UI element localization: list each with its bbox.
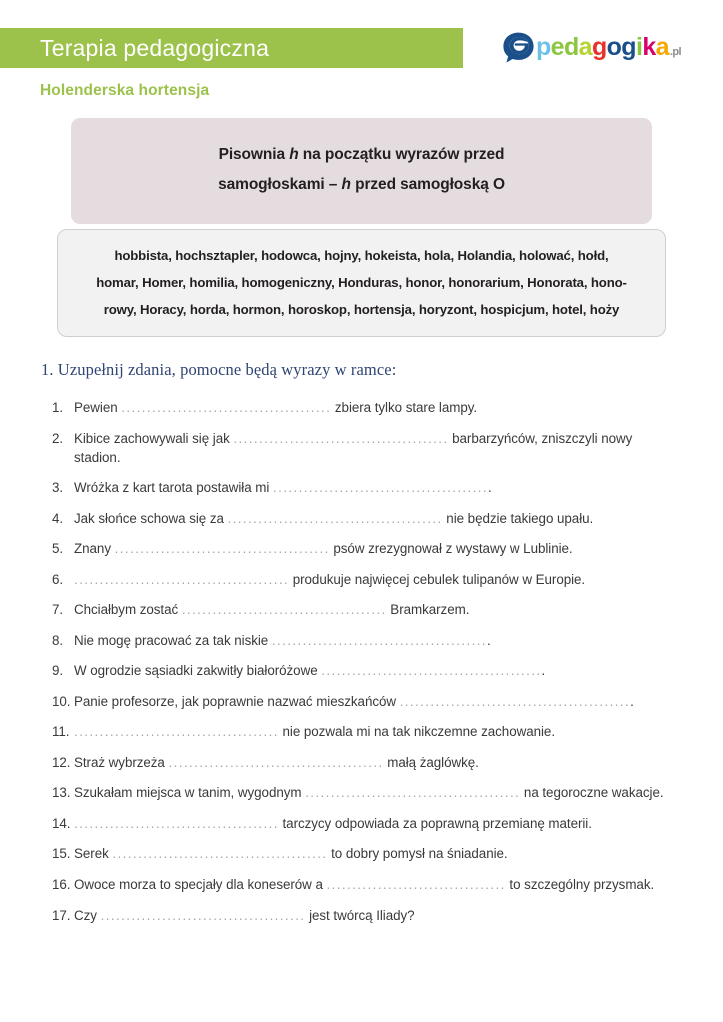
exercise-number: 5. — [52, 541, 64, 557]
exercise-text-before: Pewien — [74, 400, 122, 415]
exercise-text-before: Straż wybrzeża — [74, 754, 169, 770]
exercise-text-after: zbiera tylko stare lampy. — [331, 400, 478, 415]
exercise-sentence — [74, 844, 674, 863]
exercise-blank[interactable]: ........................................... — [321, 663, 542, 679]
exercise-text-after: nie będzie takiego upału. — [442, 510, 594, 526]
exercise-text-before: Szukałam miejsca w tanim, wygodnym — [74, 785, 306, 801]
exercise-sentence — [74, 875, 674, 894]
exercise-blank[interactable]: ........................................ — [100, 907, 306, 923]
exercise-number: 6. — [52, 571, 64, 587]
exercise-number: 10. — [52, 693, 71, 709]
logo-letter-g2: g — [621, 32, 636, 61]
exercise-text-after: to dobry pomysł na śniadanie. — [327, 846, 508, 862]
exercise-blank[interactable]: .......................................... — [272, 480, 489, 496]
exercise-number: 8. — [52, 632, 64, 648]
exercise-sentence — [74, 429, 674, 467]
exercise-blank[interactable]: ........................................ — [181, 602, 387, 618]
exercise-number: 12. — [52, 754, 71, 770]
exercise-item — [52, 509, 674, 528]
word-bank-line: rowy, Horacy, horda, hormon, horoskop, hortensja, horyzont, hospicjum, hotel, hoży — [103, 302, 620, 318]
exercise-number: 1. — [52, 400, 64, 415]
logo-letter-a: a — [578, 32, 592, 61]
rule-line-2-after: przed samogłoską O — [350, 176, 505, 194]
exercise-number: 17. — [52, 907, 71, 923]
logo-letter-e: e — [550, 32, 564, 61]
exercise-sentence — [74, 692, 674, 711]
logo-wordmark — [535, 32, 681, 61]
logo-letter-d: d — [563, 32, 579, 61]
logo-letter-k: k — [642, 32, 656, 61]
exercise-item — [52, 661, 674, 680]
logo-letter-p: p — [535, 32, 551, 61]
exercise-sentence — [74, 478, 674, 497]
exercise-number: 9. — [52, 663, 64, 679]
exercise-blank[interactable]: .......................................... — [114, 541, 330, 557]
exercise-text-after: . — [488, 480, 492, 496]
logo-letter-g: g — [591, 32, 607, 61]
exercise-text-before: Panie profesorze, jak poprawnie nazwać mieszkańców — [74, 693, 400, 709]
exercise-text-after: . — [541, 663, 546, 679]
exercise-blank[interactable]: ............................................. — [399, 693, 631, 709]
exercise-sentence — [74, 722, 674, 741]
exercise-item — [52, 429, 674, 467]
exercise-sentence — [74, 661, 674, 680]
rule-line-1-after: na początku wyrazów przed — [298, 146, 505, 163]
rule-line-1-italic-h: h — [289, 146, 299, 163]
header-title-bar — [0, 28, 463, 68]
exercise-item — [52, 753, 674, 772]
exercise-text-after: . — [486, 632, 491, 648]
logo-tld: .pl — [669, 45, 681, 58]
exercise-blank[interactable]: .......................................... — [74, 571, 290, 587]
exercise-text-before: Wróżka z kart tarota postawiła mi — [74, 480, 273, 496]
rule-line-1-before: Pisownia — [218, 146, 290, 163]
page-title: Terapia pedagogiczna — [40, 34, 270, 61]
exercise-text-before: Czy — [74, 907, 101, 923]
exercise-sentence — [74, 631, 674, 650]
page-header — [0, 0, 723, 112]
exercise-text-after: jest twórcą Iliady? — [305, 907, 415, 923]
exercise-item — [52, 478, 674, 497]
exercise-sentence — [74, 753, 674, 772]
exercise-text-before: Owoce morza to specjały dla koneserów a — [74, 877, 327, 892]
exercise-text-before: Jak słońce schowa się za — [74, 510, 228, 526]
exercise-blank[interactable]: ......................................... — [121, 400, 332, 415]
task-heading: 1. Uzupełnij zdania, pomocne będą wyrazy w ramce: — [41, 360, 397, 379]
exercise-sentence — [74, 539, 674, 558]
rule-line-1 — [101, 140, 622, 170]
exercise-number: 14. — [52, 815, 71, 831]
exercise-sentence — [74, 783, 674, 802]
exercise-text-after: na tegoroczne wakacje. — [520, 785, 664, 801]
exercise-item — [52, 722, 674, 741]
exercise-item — [52, 570, 674, 589]
epedagogika-logo[interactable] — [502, 30, 681, 64]
exercise-sentence — [74, 509, 674, 528]
exercise-text-before: Nie mogę pracować za tak niskie — [74, 632, 272, 648]
exercise-text-after: tarczycy odpowiada za poprawną przemianę materii. — [278, 815, 592, 831]
exercise-blank[interactable]: .......................................... — [168, 754, 384, 770]
exercise-blank[interactable]: ........................................ — [74, 724, 279, 740]
exercise-blank[interactable]: .......................................... — [227, 510, 443, 526]
exercise-item — [52, 692, 674, 711]
exercise-number: 15. — [52, 846, 71, 862]
page-subtitle: Holenderska hortensja — [40, 82, 210, 99]
exercise-number: 11. — [52, 724, 70, 740]
logo-letter-a2: a — [655, 32, 669, 61]
exercise-sentence — [74, 570, 674, 589]
exercise-sentence — [74, 906, 674, 925]
rule-title-box — [71, 118, 652, 224]
exercise-blank[interactable]: .......................................... — [271, 632, 487, 648]
exercise-blank[interactable]: ........................................ — [74, 815, 279, 831]
exercise-text-before: Znany — [74, 541, 115, 557]
exercise-item — [52, 844, 674, 863]
exercise-item — [52, 875, 674, 894]
exercise-number: 2. — [52, 430, 64, 446]
exercise-sentence — [74, 600, 674, 619]
exercise-list — [52, 398, 674, 936]
exercise-text-after: małą żaglówkę. — [383, 754, 479, 770]
exercise-text-after: nie pozwala mi na tak nikczemne zachowanie. — [278, 724, 556, 740]
exercise-number: 3. — [52, 480, 64, 496]
exercise-blank[interactable]: .......................................... — [112, 846, 328, 862]
exercise-item — [52, 631, 674, 650]
exercise-number: 4. — [52, 510, 64, 526]
exercise-item — [52, 906, 674, 925]
logo-letter-o: o — [606, 32, 622, 61]
exercise-text-after: Bramkarzem. — [386, 602, 470, 618]
exercise-text-after: psów zrezygnował z wystawy w Lublinie. — [329, 541, 573, 557]
rule-line-2-italic-h: h — [341, 176, 351, 194]
exercise-text-after: barbarzyńców, zniszczyli nowy stadion. — [74, 430, 633, 465]
exercise-text-before: Chciałbym zostać — [74, 602, 182, 618]
exercise-sentence — [74, 398, 674, 417]
logo-speech-bubble-icon — [502, 31, 535, 64]
rule-line-2 — [101, 170, 622, 200]
exercise-blank[interactable]: ................................... — [326, 877, 506, 892]
exercise-item — [52, 814, 674, 833]
exercise-text-before: Kibice zachowywali się jak — [74, 430, 234, 446]
exercise-sentence — [74, 814, 674, 833]
exercise-item — [52, 783, 674, 802]
logo-letter-i: i — [635, 32, 643, 61]
exercise-item — [52, 539, 674, 558]
word-bank-box — [57, 229, 666, 337]
word-bank-line: hobbista, hochsztapler, hodowca, hojny, hokeista, hola, Holandia, holować, hołd, — [114, 248, 609, 263]
exercise-number: 7. — [52, 602, 64, 618]
exercise-text-after: to szczególny przysmak. — [505, 877, 655, 892]
rule-line-2-before: samogłoskami – — [218, 176, 342, 194]
exercise-text-after: produkuje najwięcej cebulek tulipanów w Europie. — [289, 571, 586, 587]
exercise-text-before: Serek — [74, 846, 113, 862]
word-bank-line: homar, Homer, homilia, homogeniczny, Honduras, honor, honorarium, Honorata, hono- — [96, 275, 627, 291]
exercise-number: 16. — [52, 877, 71, 892]
exercise-blank[interactable]: .......................................... — [305, 785, 521, 801]
exercise-item — [52, 600, 674, 619]
exercise-blank[interactable]: .......................................... — [233, 430, 449, 446]
exercise-text-before: W ogrodzie sąsiadki zakwitły białoróżowe — [74, 663, 322, 679]
exercise-text-after: . — [630, 693, 634, 709]
exercise-number: 13. — [52, 785, 71, 801]
exercise-item — [52, 398, 674, 417]
